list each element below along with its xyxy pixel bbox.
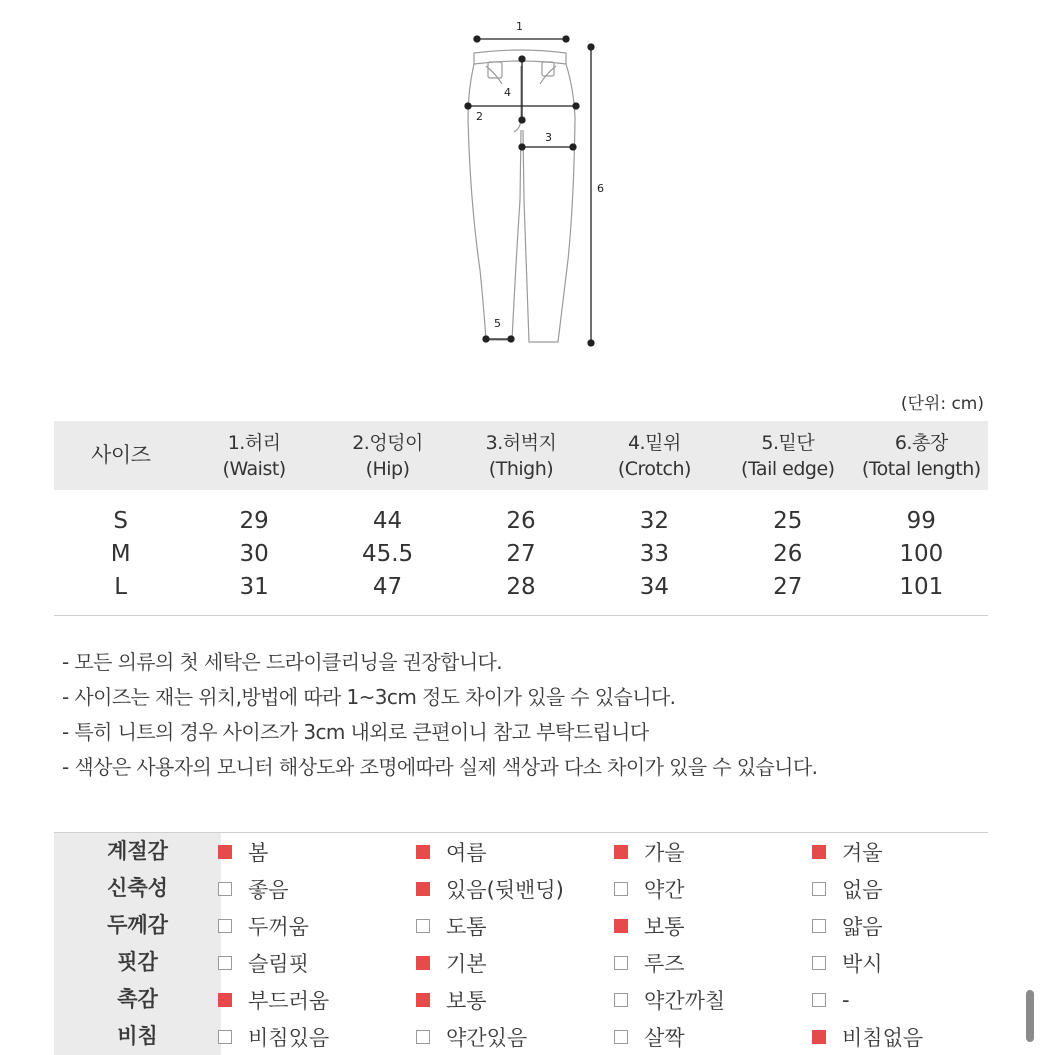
- unchecked-box-icon: [614, 1030, 628, 1044]
- table-cell: 44: [372, 507, 403, 534]
- attribute-option-label: 봄: [248, 840, 269, 865]
- table-cell: 26: [773, 540, 803, 567]
- attribute-option-label: 보통: [446, 988, 487, 1013]
- header-size: 사이즈: [91, 443, 151, 467]
- attribute-table: [54, 832, 988, 1055]
- checked-box-icon: [218, 845, 232, 859]
- checked-box-icon: [614, 845, 628, 859]
- attribute-option: [614, 907, 685, 944]
- attribute-label: 핏감: [54, 944, 221, 981]
- unchecked-box-icon: [218, 956, 232, 970]
- attribute-option-label: 루즈: [644, 951, 685, 976]
- attribute-option-label: 기본: [446, 951, 487, 976]
- attribute-label: 계절감: [54, 833, 221, 870]
- header-waist: 1.허리 (Waist): [222, 431, 286, 480]
- attribute-option-label: 비침없음: [842, 1025, 924, 1050]
- table-cell: 34: [639, 573, 670, 600]
- note-item: - 사이즈는 재는 위치,방법에 따라 1~3cm 정도 차이가 있을 수 있습니다.: [62, 685, 676, 709]
- attribute-option-label: 가을: [644, 840, 685, 865]
- table-row: [54, 537, 988, 570]
- header-total-length: 6.총장 (Total length): [861, 431, 981, 480]
- attribute-option-label: 도톰: [446, 914, 487, 939]
- attribute-option-label: 슬림핏: [248, 951, 309, 976]
- header-crotch: 4.밑위 (Crotch): [617, 431, 691, 480]
- attribute-option-label: 좋음: [248, 877, 289, 902]
- attribute-option-label: 여름: [446, 840, 487, 865]
- attribute-option-label: 비침있음: [248, 1025, 330, 1050]
- attribute-option-label: 살짝: [644, 1025, 685, 1050]
- attribute-option: [218, 1018, 329, 1055]
- checked-box-icon: [416, 956, 430, 970]
- unchecked-box-icon: [218, 919, 232, 933]
- unchecked-box-icon: [218, 882, 232, 896]
- checked-box-icon: [812, 1030, 826, 1044]
- table-cell: L: [114, 573, 128, 600]
- table-cell: 99: [906, 507, 936, 534]
- care-notes: [62, 645, 817, 785]
- attribute-label: 비침: [54, 1018, 221, 1055]
- table-cell: 27: [773, 573, 803, 600]
- label-5: 5: [494, 317, 501, 330]
- table-cell: 26: [506, 507, 536, 534]
- attribute-option: [812, 1018, 923, 1055]
- note-item: - 색상은 사용자의 모니터 해상도와 조명에따라 실제 색상과 다소 차이가 있을 수 있습니다.: [62, 755, 818, 779]
- attribute-option: [614, 944, 685, 981]
- unchecked-box-icon: [812, 919, 826, 933]
- table-cell: 25: [773, 507, 803, 534]
- attribute-option: [416, 944, 487, 981]
- table-cell: 29: [239, 507, 269, 534]
- attribute-option-label: 있음(뒷밴딩): [446, 877, 564, 902]
- attribute-option: [614, 981, 725, 1018]
- header-tail-edge: 5.밑단 (Tail edge): [741, 431, 835, 480]
- table-cell: S: [113, 507, 129, 534]
- attribute-option: [416, 981, 487, 1018]
- header-thigh: 3.허벅지 (Thigh): [485, 431, 557, 480]
- table-cell: 27: [506, 540, 536, 567]
- attribute-row: [54, 1018, 988, 1055]
- attribute-row: [54, 833, 988, 870]
- unchecked-box-icon: [416, 1030, 430, 1044]
- attribute-option: [218, 981, 329, 1018]
- unchecked-box-icon: [812, 882, 826, 896]
- attribute-row: [54, 981, 988, 1018]
- attribute-option-label: -: [842, 987, 850, 1012]
- pants-measurement-diagram: [0, 0, 1042, 380]
- note-item: - 특히 니트의 경우 사이즈가 3cm 내외로 큰편이니 참고 부탁드립니다: [62, 720, 649, 744]
- attribute-option: [218, 907, 309, 944]
- size-table: [54, 421, 988, 616]
- table-cell: 31: [239, 573, 269, 600]
- attribute-row: [54, 944, 988, 981]
- attribute-option: [812, 944, 883, 981]
- label-3: 3: [545, 131, 552, 144]
- attribute-row: [54, 907, 988, 944]
- attribute-label: 신축성: [54, 870, 221, 907]
- header-hip: 2.엉덩이 (Hip): [352, 431, 423, 480]
- attribute-option: [218, 833, 268, 870]
- label-6: 6: [597, 182, 604, 195]
- checked-box-icon: [416, 882, 430, 896]
- table-cell: 101: [899, 573, 944, 600]
- table-cell: 33: [639, 540, 670, 567]
- attribute-option: [614, 833, 685, 870]
- table-cell: 30: [239, 540, 269, 567]
- attribute-option: [218, 944, 309, 981]
- unchecked-box-icon: [614, 956, 628, 970]
- attribute-option-label: 박시: [842, 951, 883, 976]
- attribute-option: [812, 907, 883, 944]
- attribute-option-label: 약간까칠: [644, 988, 726, 1013]
- label-1: 1: [516, 20, 523, 33]
- checked-box-icon: [812, 845, 826, 859]
- note-item: - 모든 의류의 첫 세탁은 드라이클리닝을 권장합니다.: [62, 650, 503, 674]
- attribute-option-label: 약간: [644, 877, 685, 902]
- unchecked-box-icon: [812, 993, 826, 1007]
- attribute-option: [812, 870, 883, 907]
- attribute-option: [614, 870, 685, 907]
- scrollbar[interactable]: [1026, 990, 1034, 1042]
- attribute-option-label: 약간있음: [446, 1025, 528, 1050]
- attribute-option-label: 보통: [644, 914, 685, 939]
- unchecked-box-icon: [812, 956, 826, 970]
- unchecked-box-icon: [218, 1030, 232, 1044]
- attribute-option-label: 겨울: [842, 840, 883, 865]
- table-row: [54, 570, 988, 616]
- attribute-option: [416, 833, 487, 870]
- label-2: 2: [476, 110, 483, 123]
- attribute-option-label: 얇음: [842, 914, 883, 939]
- table-cell: 28: [506, 573, 536, 600]
- table-row: [54, 490, 988, 537]
- unchecked-box-icon: [416, 919, 430, 933]
- attribute-option: [614, 1018, 685, 1055]
- table-cell: 47: [372, 573, 403, 600]
- table-cell: 32: [639, 507, 670, 534]
- attribute-option: [218, 870, 289, 907]
- attribute-option: [416, 870, 564, 907]
- attribute-option-label: 두꺼움: [248, 914, 309, 939]
- unit-note: (단위: cm): [900, 394, 984, 414]
- attribute-option-label: 없음: [842, 877, 883, 902]
- checked-box-icon: [614, 919, 628, 933]
- attribute-label: 두께감: [54, 907, 221, 944]
- checked-box-icon: [218, 993, 232, 1007]
- attribute-option: [812, 833, 883, 870]
- attribute-option: [416, 907, 487, 944]
- attribute-label: 촉감: [54, 981, 221, 1018]
- size-table-header: [54, 421, 988, 490]
- attribute-option: [812, 981, 850, 1018]
- attribute-option: [416, 1018, 527, 1055]
- checked-box-icon: [416, 845, 430, 859]
- unchecked-box-icon: [614, 882, 628, 896]
- unchecked-box-icon: [614, 993, 628, 1007]
- checked-box-icon: [416, 993, 430, 1007]
- attribute-row: [54, 870, 988, 907]
- table-cell: 45.5: [361, 540, 414, 567]
- label-4: 4: [504, 86, 511, 99]
- table-cell: 100: [899, 540, 944, 567]
- measure-lines: [465, 36, 594, 346]
- table-cell: M: [110, 540, 131, 567]
- attribute-option-label: 부드러움: [248, 988, 330, 1013]
